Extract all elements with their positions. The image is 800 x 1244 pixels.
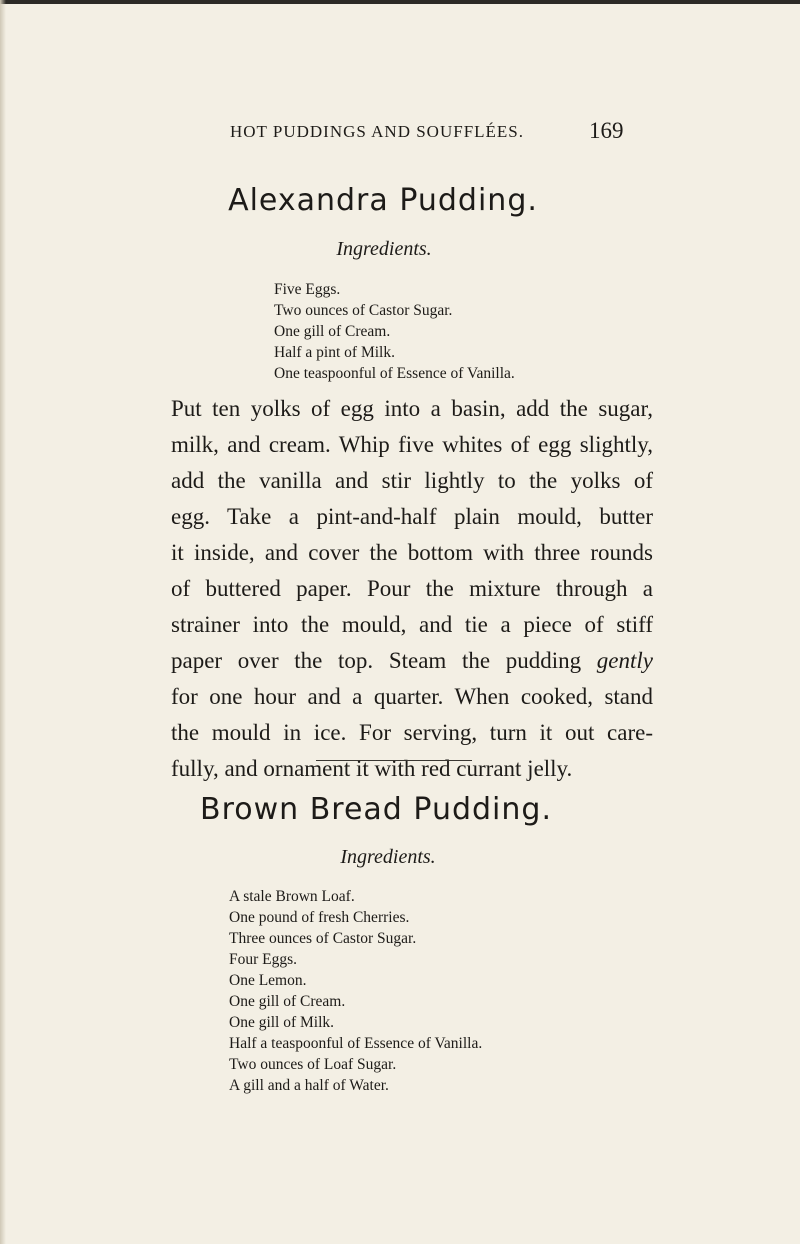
- method-paragraph: [171, 391, 653, 787]
- method-line: fully, and ornament it with red currant jelly.: [171, 756, 573, 781]
- ingredient-item: One gill of Milk.: [229, 1014, 335, 1031]
- recipe-title-alexandra-pudding: Alexandra Pudding.: [228, 183, 538, 218]
- ingredients-heading: Ingredients.: [340, 846, 436, 868]
- method-line: egg. Take a pint-and-half plain mould, butter: [171, 504, 653, 529]
- method-line: the mould in ice. For serving, turn it out care-: [171, 720, 653, 745]
- ingredient-item: Two ounces of Loaf Sugar.: [229, 1056, 397, 1073]
- method-line: milk, and cream. Whip five whites of egg slightly,: [171, 432, 653, 457]
- page-number: 169: [589, 118, 624, 143]
- method-line: of buttered paper. Pour the mixture through a: [171, 576, 653, 601]
- ingredient-item: One Lemon.: [229, 972, 307, 989]
- ingredient-item: One teaspoonful of Essence of Vanilla.: [274, 365, 515, 382]
- page-top-edge: [0, 0, 800, 4]
- method-line: it inside, and cover the bottom with three rounds: [171, 540, 653, 565]
- method-line: strainer into the mould, and tie a piece of stiff: [171, 612, 653, 637]
- ingredients-heading: Ingredients.: [336, 238, 432, 260]
- method-line: [171, 643, 653, 679]
- ingredient-item: Two ounces of Castor Sugar.: [274, 302, 453, 319]
- ingredient-item: Five Eggs.: [274, 281, 341, 298]
- ingredients-list: [274, 279, 515, 384]
- method-line: add the vanilla and stir lightly to the yolks of: [171, 468, 653, 493]
- ingredient-item: A gill and a half of Water.: [229, 1077, 389, 1094]
- method-line: Put ten yolks of egg into a basin, add the sugar,: [171, 396, 653, 421]
- ingredient-item: A stale Brown Loaf.: [229, 888, 355, 905]
- ingredient-item: One gill of Cream.: [274, 323, 391, 340]
- section-divider: [316, 760, 472, 761]
- running-head: [0, 118, 800, 148]
- ingredient-item: Half a teaspoonful of Essence of Vanilla.: [229, 1035, 483, 1052]
- ingredients-list: [229, 886, 482, 1096]
- ingredient-item: Four Eggs.: [229, 951, 298, 968]
- method-line: for one hour and a quarter. When cooked, stand: [171, 684, 653, 709]
- recipe-title-brown-bread-pudding: Brown Bread Pudding.: [200, 792, 552, 827]
- ingredient-item: One gill of Cream.: [229, 993, 346, 1010]
- ingredient-item: Half a pint of Milk.: [274, 344, 395, 361]
- method-line-text: paper over the top. Steam the pudding: [171, 648, 597, 673]
- ingredient-item: Three ounces of Castor Sugar.: [229, 930, 417, 947]
- ingredient-item: One pound of fresh Cherries.: [229, 909, 410, 926]
- running-title: HOT PUDDINGS AND SOUFFLÉES.: [230, 122, 525, 141]
- method-emphasis: gently: [596, 648, 653, 673]
